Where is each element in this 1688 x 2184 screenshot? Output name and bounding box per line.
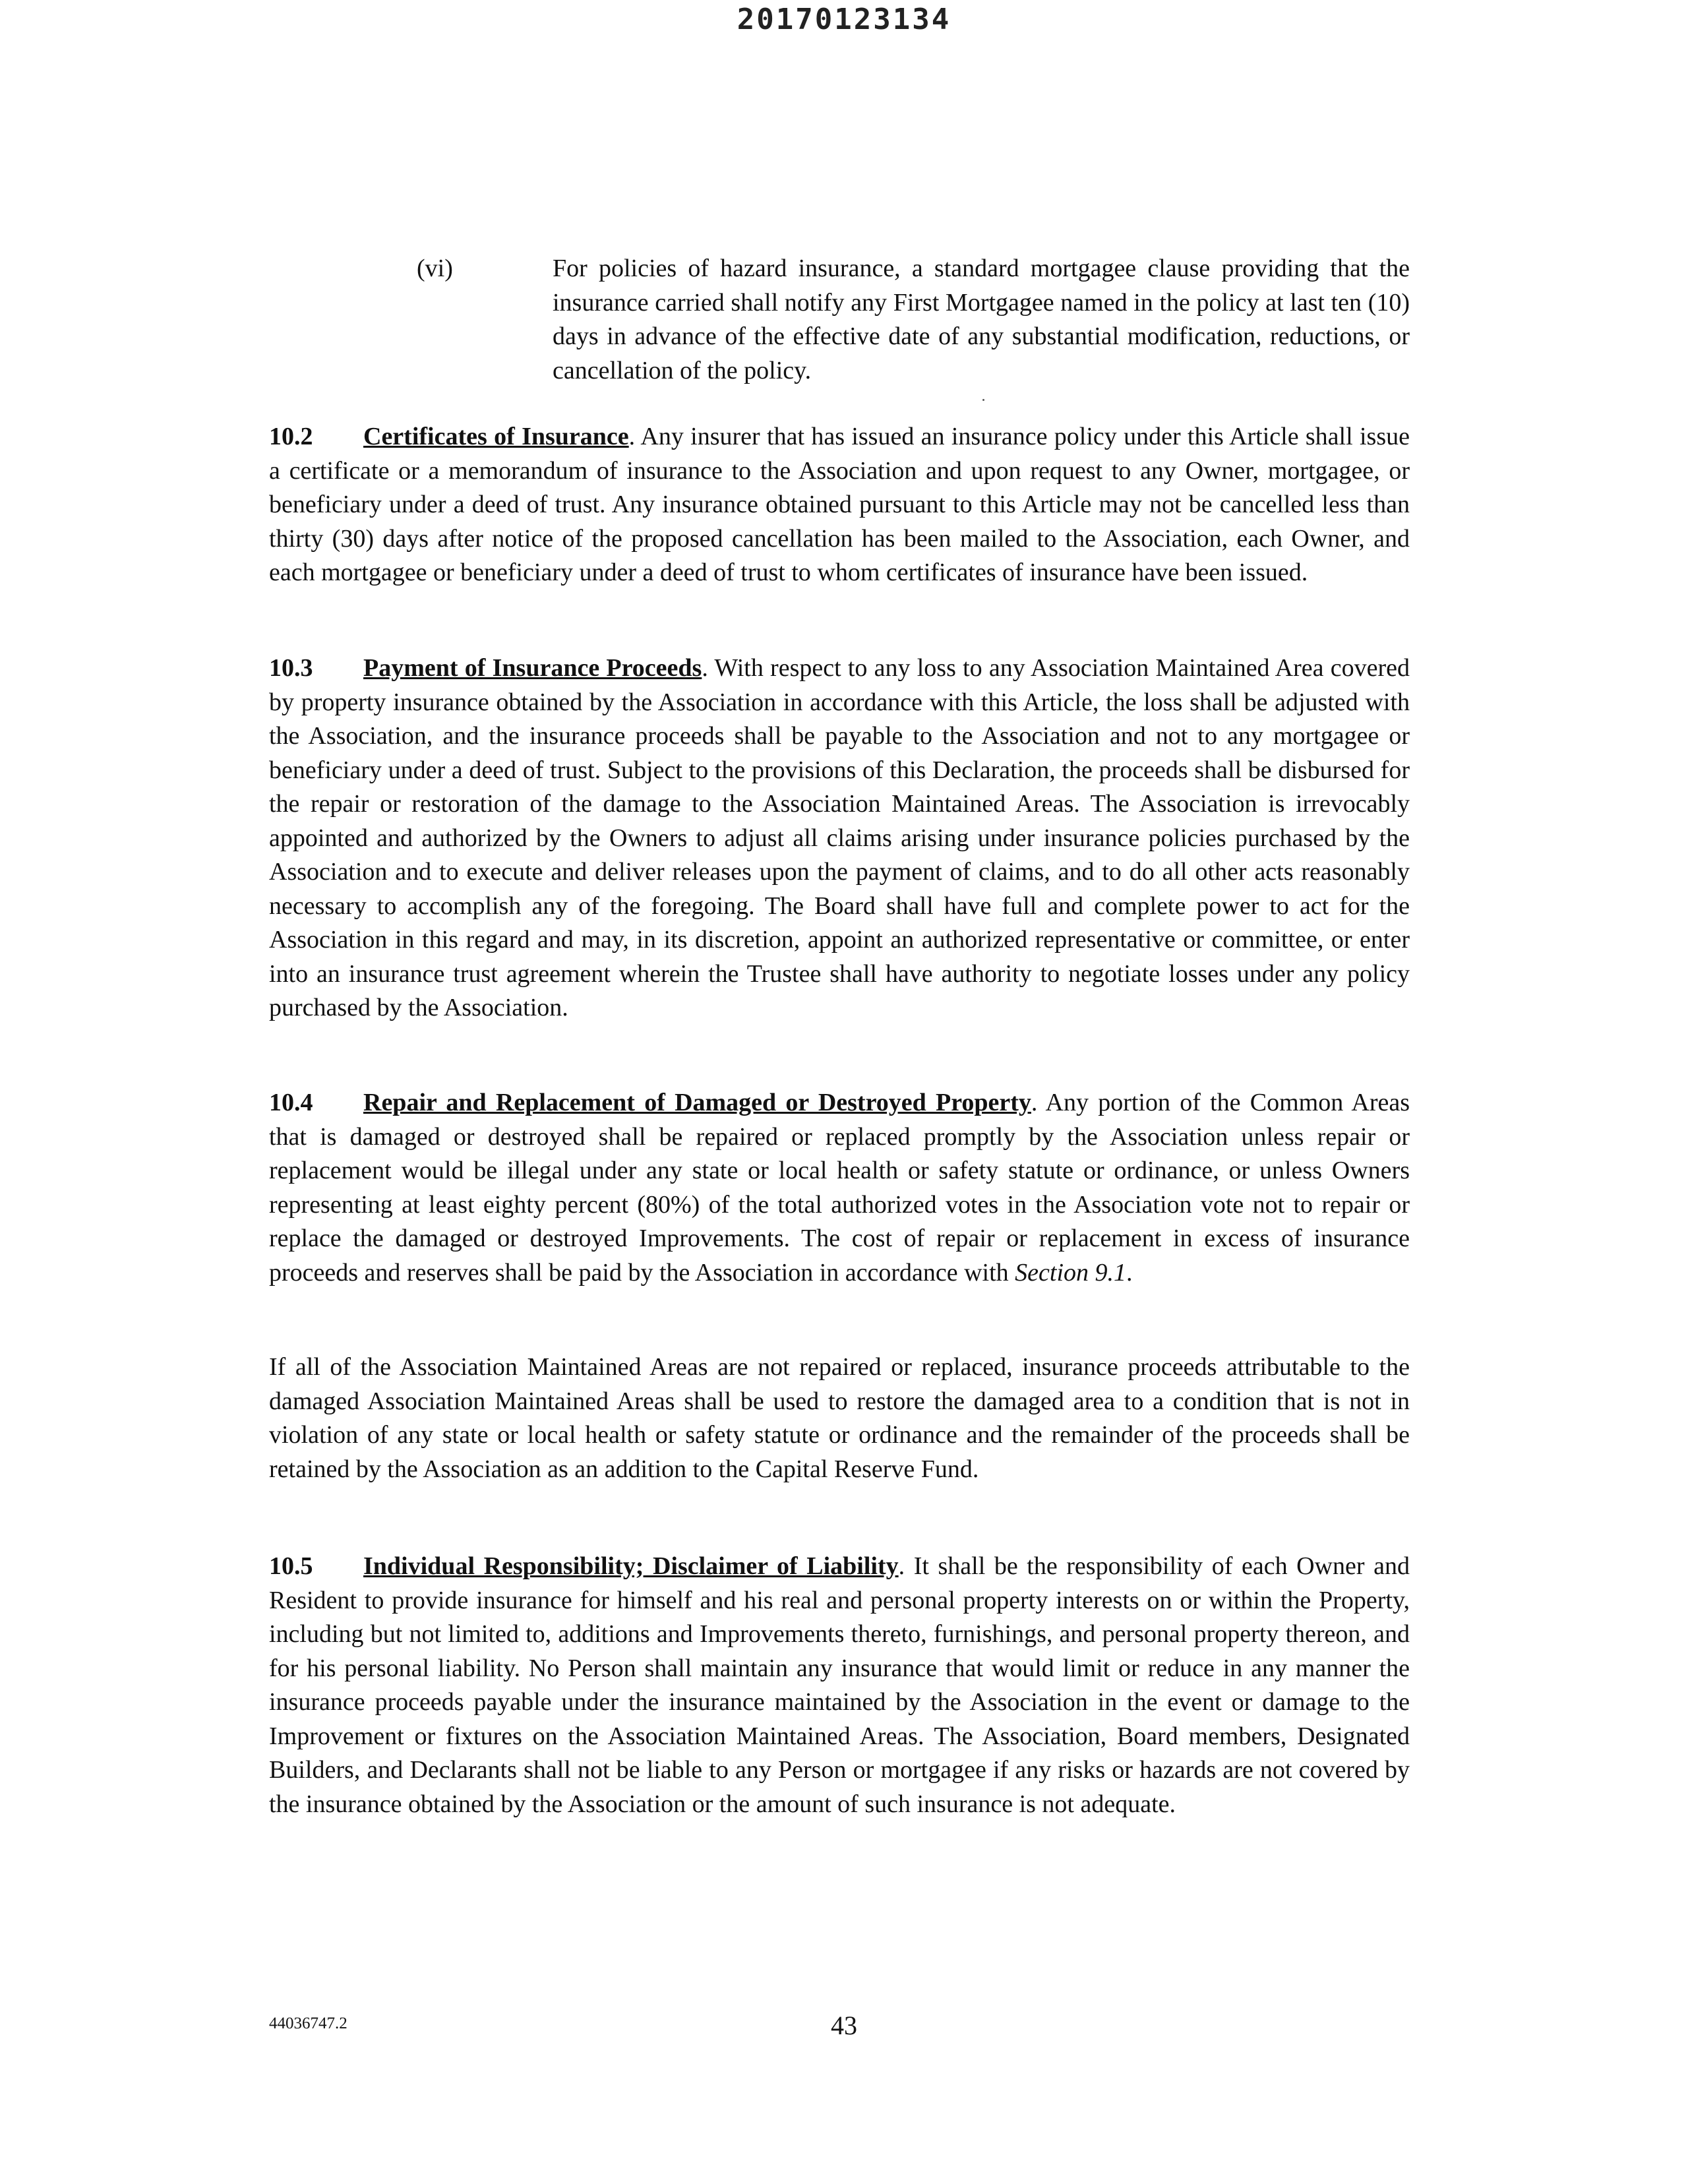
section-reference: Section 9.1 — [1015, 1258, 1127, 1287]
section-heading: Certificates of Insurance — [363, 423, 629, 450]
document-id: 44036747.2 — [269, 2015, 347, 2032]
section-number: 10.4 — [269, 1089, 313, 1116]
stray-mark — [982, 399, 984, 401]
section-10-3 — [269, 652, 1410, 1025]
list-item-label: (vi) — [417, 255, 453, 282]
section-heading: Payment of Insurance Proceeds — [363, 654, 702, 682]
section-body-end: . — [1126, 1258, 1133, 1287]
paragraph-text: If all of the Association Maintained Areas are not repaired or replaced, insurance proceeds attributable to the damaged Association Maintained Areas shall be used to restore the damaged area to a condition that is not in violation of any state or local health or safety statute or ordinance and the remainder of the proceeds shall be retained by the Association as an addition to the Capital Reserve Fund. — [269, 1353, 1410, 1483]
section-10-2 — [269, 420, 1410, 590]
section-heading: Repair and Replacement of Damaged or Destroyed Property — [363, 1089, 1031, 1116]
section-number: 10.2 — [269, 423, 313, 450]
section-body: . Any portion of the Common Areas that is damaged or destroyed shall be repaired or replaced promptly by the Association unless repair or replacement would be illegal under any state or local health or safety statute or ordinance, or unless Owners representing at least eighty percent (80%) of the total authorized votes in the Association vote not to repair or replace the damaged or destroyed Improvements. The cost of repair or replacement in excess of insurance proceeds and reserves shall be paid by the Association in accordance with — [269, 1089, 1410, 1287]
section-number: 10.3 — [269, 654, 313, 682]
list-item-vi — [417, 252, 1410, 388]
list-item-text: For policies of hazard insurance, a standard mortgagee clause providing that the insurance carried shall notify any First Mortgagee named in the policy at last ten (10) days in advance of the effective date of any substantial modification, reductions, or cancellation of the policy. — [553, 255, 1410, 384]
section-body: . It shall be the responsibility of each Owner and Resident to provide insurance for himself and his real and personal property interests on or within the Property, including but not limited to, additions and Improvements thereto, furnishings, and personal property thereon, and for his personal liability. No Person shall maintain any insurance that would limit or reduce in any manner the insurance proceeds payable under the insurance maintained by the Association in the event or damage to the Improvement or fixtures on the Association Maintained Areas. The Association, Board members, Designated Builders, and Declarants shall not be liable to any Person or mortgagee if any risks or hazards are not covered by the insurance obtained by the Association or the amount of such insurance is not adequate. — [269, 1552, 1410, 1818]
section-heading: Individual Responsibility; Disclaimer of Liability — [363, 1552, 899, 1580]
document-stamp-number: 20170123134 — [737, 3, 951, 36]
section-body: . With respect to any loss to any Association Maintained Area covered by property insurance obtained by the Association in accordance with this Article, the loss shall be adjusted with the Association, and the insurance proceeds shall be payable to the Association and not to any mortgagee or beneficiary under a deed of trust. Subject to the provisions of this Declaration, the proceeds shall be disbursed for the repair or restoration of the damage to the Association Maintained Areas. The Association is irrevocably appointed and authorized by the Owners to adjust all claims arising under insurance policies purchased by the Association and to execute and deliver releases upon the payment of claims, and to do all other acts reasonably necessary to accomplish any of the foregoing. The Board shall have full and complete power to act for the Association in this regard and may, in its discretion, appoint an authorized representative or committee, or enter into an insurance trust agreement wherein the Trustee shall have authority to negotiate losses under any policy purchased by the Association. — [269, 654, 1410, 1021]
section-10-5 — [269, 1550, 1410, 1821]
section-body: . Any insurer that has issued an insurance policy under this Article shall issue a certificate or a memorandum of insurance to the Association and upon request to any Owner, mortgagee, or beneficiary under a deed of trust. Any insurance obtained pursuant to this Article may not be cancelled less than thirty (30) days after notice of the proposed cancellation has been mailed to the Association, each Owner, and each mortgagee or beneficiary under a deed of trust to whom certificates of insurance have been issued. — [269, 423, 1410, 586]
section-10-4 — [269, 1086, 1410, 1290]
page-number: 43 — [831, 2011, 857, 2040]
section-number: 10.5 — [269, 1552, 313, 1580]
section-10-4-paragraph-2 — [269, 1350, 1410, 1486]
